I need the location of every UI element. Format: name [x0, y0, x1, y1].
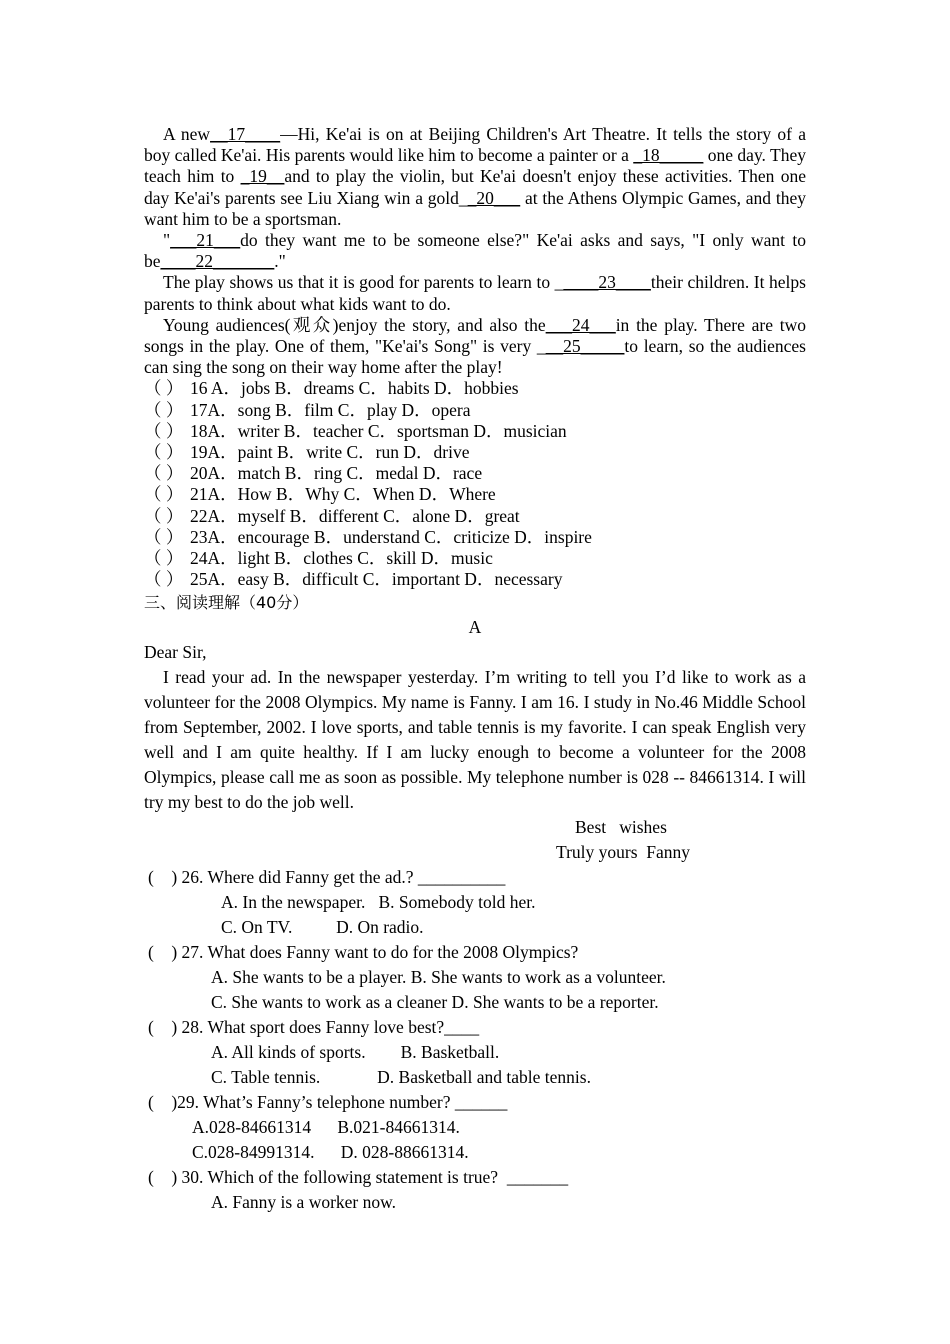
answer-paren[interactable]: （ ）	[144, 505, 184, 526]
blank-18: _18_____	[633, 145, 704, 166]
answer-paren[interactable]: （ ）	[144, 484, 184, 505]
answer-paren[interactable]: （ ）	[144, 442, 184, 462]
blank-17: __17____	[210, 124, 281, 144]
answer-paren[interactable]: （ ）	[144, 420, 184, 441]
answer-paren[interactable]: （ ）	[144, 526, 184, 547]
option-row-20: （ ） 20A．match B．ring C．medal D．race	[144, 463, 483, 484]
option-row-21: （ ） 21A．How B．Why C．When D．Where	[144, 484, 496, 505]
passage-label: A	[468, 617, 482, 638]
blank-21: ___21___	[170, 230, 241, 251]
question-26	[144, 865, 806, 940]
letter-closing: Best wishes	[575, 817, 667, 838]
question-choices: C. She wants to work as a cleaner D. She wants to be a reporter.	[211, 992, 659, 1013]
letter-signature: Truly yours Fanny	[556, 842, 691, 863]
question-stem: ( ) 26. Where did Fanny get the ad.? __________	[148, 867, 506, 888]
answer-paren[interactable]: （ ）	[144, 378, 184, 399]
option-row-25: （ ） 25A．easy B．difficult C．important D．necessary	[144, 569, 563, 590]
answer-paren[interactable]: （ ）	[144, 463, 184, 484]
section-title: 三、阅读理解（40分）	[144, 593, 309, 613]
question-choices: A. In the newspaper. B. Somebody told her.	[221, 892, 536, 913]
question-30	[144, 1165, 806, 1215]
answer-paren[interactable]: （ ）	[144, 399, 184, 420]
question-choices: C. Table tennis. D. Basketball and table tennis.	[211, 1067, 591, 1088]
blank-25: __25_____	[545, 336, 625, 357]
option-row-24: （ ） 24A．light B．clothes C．skill D．music	[144, 547, 493, 568]
letter-body: I read your ad. In the newspaper yesterday. I’m writing to tell you I’d like to work as a volunteer for the 2008 Olympics. My name is Fanny. I am 16. I study in No.46 Middle School from September, 2002. I love sports, and table tennis is my favorite. I can speak English very well and I am quite healthy. If I am lucky enough to become a volunteer for the 2008 Olympics, please call me as soon as possible. My telephone number is 028 -- 84661314. I will try my best to do the job well.	[144, 667, 806, 813]
cloze-paragraph-2: "___21___do they want me to be someone else?" Ke'ai asks and says, "I only want to be____22_______."	[144, 230, 806, 272]
cloze-paragraph-4: Young audiences(观众)enjoy the story, and also the___24___in the play. There are two songs in the play. One of them, "Ke'ai's Song" is very ___25_____to learn, so the audiences can sing the song on their way home after the play!	[144, 314, 806, 378]
question-stem: ( ) 30. Which of the following statement is true? _______	[148, 1167, 569, 1188]
question-choices: A. All kinds of sports. B. Basketball.	[211, 1042, 500, 1063]
option-row-17: （ ） 17A．song B．film C．play D．opera	[144, 399, 471, 420]
question-stem: ( )29. What’s Fanny’s telephone number? ______	[148, 1092, 508, 1113]
option-row-22: （ ） 22A．myself B．different C．alone D．great	[144, 505, 520, 526]
question-27	[144, 940, 806, 1015]
question-choices: A.028-84661314 B.021-84661314.	[192, 1117, 460, 1138]
question-choices: C. On TV. D. On radio.	[221, 917, 424, 938]
question-stem: ( ) 28. What sport does Fanny love best?____	[148, 1017, 480, 1038]
blank-22: ____22_______	[160, 251, 275, 272]
blank-19: _19__	[240, 166, 285, 187]
answer-paren[interactable]: （ ）	[144, 547, 184, 568]
blank-24: ___24___	[545, 314, 616, 335]
question-stem: ( ) 27. What does Fanny want to do for the 2008 Olympics?	[148, 942, 579, 963]
blank-20: _20___	[467, 187, 521, 208]
question-choices: C.028-84991314. D. 028-88661314.	[192, 1142, 469, 1163]
question-choices: A. She wants to be a player. B. She wants to work as a volunteer.	[211, 967, 666, 988]
question-28	[144, 1015, 806, 1090]
option-row-18: （ ） 18A．writer B．teacher C．sportsman D．musician	[144, 420, 567, 441]
letter-salutation: Dear Sir,	[144, 642, 207, 663]
question-choices: A. Fanny is a worker now.	[211, 1192, 397, 1213]
question-29	[144, 1090, 806, 1165]
option-row-16: （ ） 16 A．jobs B．dreams C．habits D．hobbies	[144, 378, 519, 399]
cloze-paragraph-1: A new__17____—Hi, Ke'ai is on at Beijing Children's Art Theatre. It tells the story of a boy called Ke'ai. His parents would like him to become a painter or a _18_____ one day. They teach him to _19__and to play the violin, but Ke'ai doesn't enjoy these activities. Then one day Ke'ai's parents see Liu Xiang win a gold__20___ at the Athens Olympic Games, and they want him to be a sportsman.	[144, 124, 807, 229]
blank-23: ____23____	[563, 272, 651, 293]
answer-paren[interactable]: （ ）	[144, 569, 184, 590]
cloze-paragraph-3: The play shows us that it is good for parents to learn to _____23____their children. It helps parents to think about what kids want to do.	[144, 272, 806, 314]
option-row-23: （ ） 23A．encourage B．understand C．criticize D．inspire	[144, 526, 592, 547]
exam-page	[144, 124, 806, 1215]
cloze-options-list	[144, 378, 806, 590]
option-row-19: （ ） 19A．paint B．write C．run D．drive	[144, 442, 470, 462]
